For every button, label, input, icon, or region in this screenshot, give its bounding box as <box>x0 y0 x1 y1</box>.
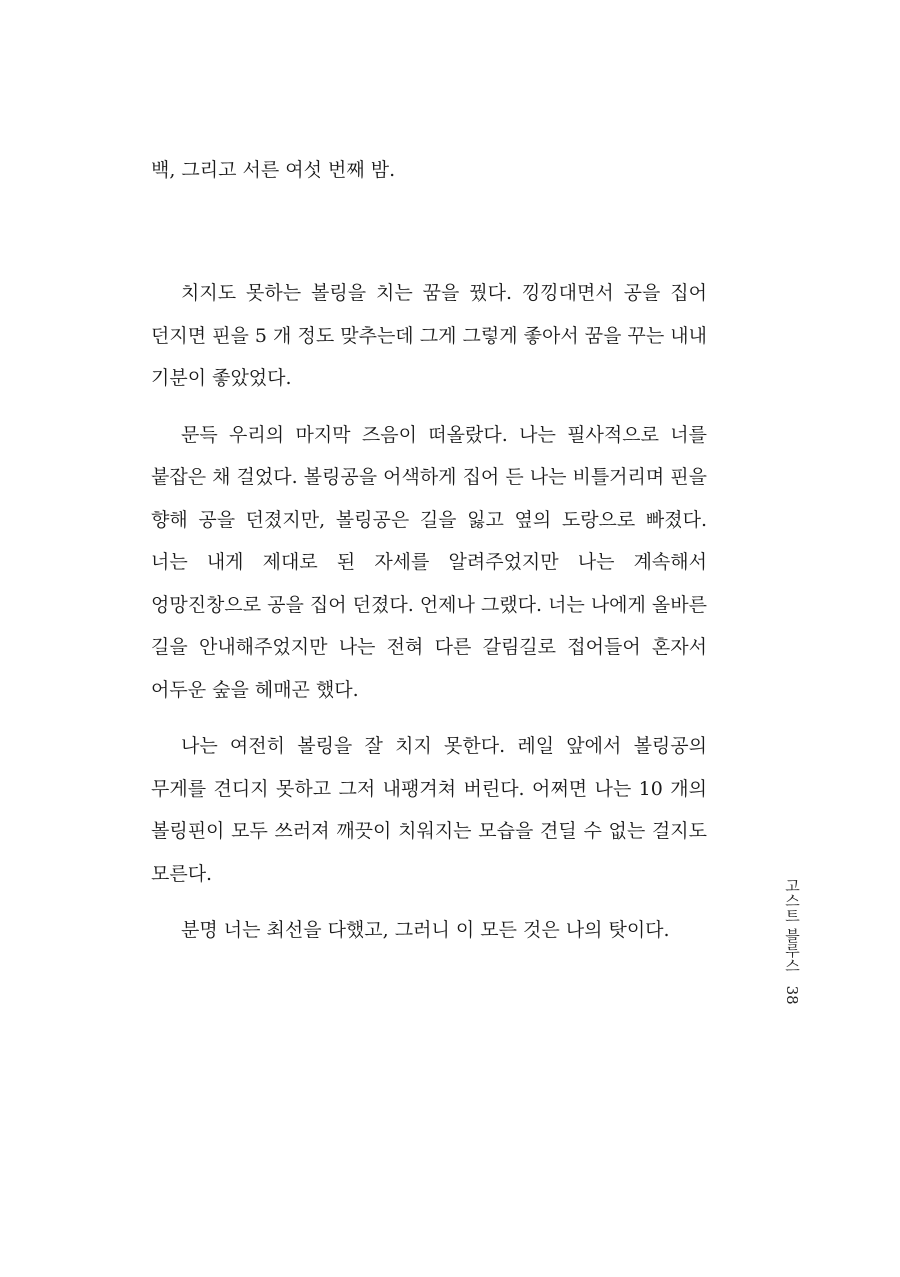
opening-line: 백, 그리고 서른 여섯 번째 밤. <box>151 159 396 181</box>
body-text <box>151 272 707 966</box>
paragraph-3: 나는 여전히 볼링을 잘 치지 못한다. 레일 앞에서 볼링공의 무게를 견디지 못하고 그저 내팽겨쳐 버린다. 어쩌면 나는 10 개의 볼링핀이 모두 쓰러져 깨끗이 치워지는 모습을 견딜 수 없는 걸지도 모른다. <box>151 735 707 885</box>
paragraph-1: 치지도 못하는 볼링을 치는 꿈을 꿨다. 낑낑대면서 공을 집어 던지면 핀을 5 개 정도 맞추는데 그게 그렇게 좋아서 꿈을 꾸는 내내 기분이 좋았었다. <box>151 282 707 389</box>
running-footer <box>780 878 804 1005</box>
paragraph-2: 문득 우리의 마지막 즈음이 떠올랐다. 나는 필사적으로 너를 붙잡은 채 걸었다. 볼링공을 어색하게 집어 든 나는 비틀거리며 핀을 향해 공을 던졌지만, 볼링공은 길을 잃고 옆의 도랑으로 빠졌다. 너는 내게 제대로 된 자세를 알려주었지만 나는 계속해서 엉망진창으로 공을 집어 던졌다. 언제나 그랬다. 너는 나에게 올바른 길을 안내해주었지만 나는 전혀 다른 갈림길로 접어들어 혼자서 어두운 숲을 헤매곤 했다. <box>151 423 707 701</box>
page-number: 38 <box>783 985 801 1005</box>
book-title: 고스트 블루스 <box>783 878 801 973</box>
paragraph-4: 분명 너는 최선을 다했고, 그러니 이 모든 것은 나의 탓이다. <box>181 919 670 941</box>
